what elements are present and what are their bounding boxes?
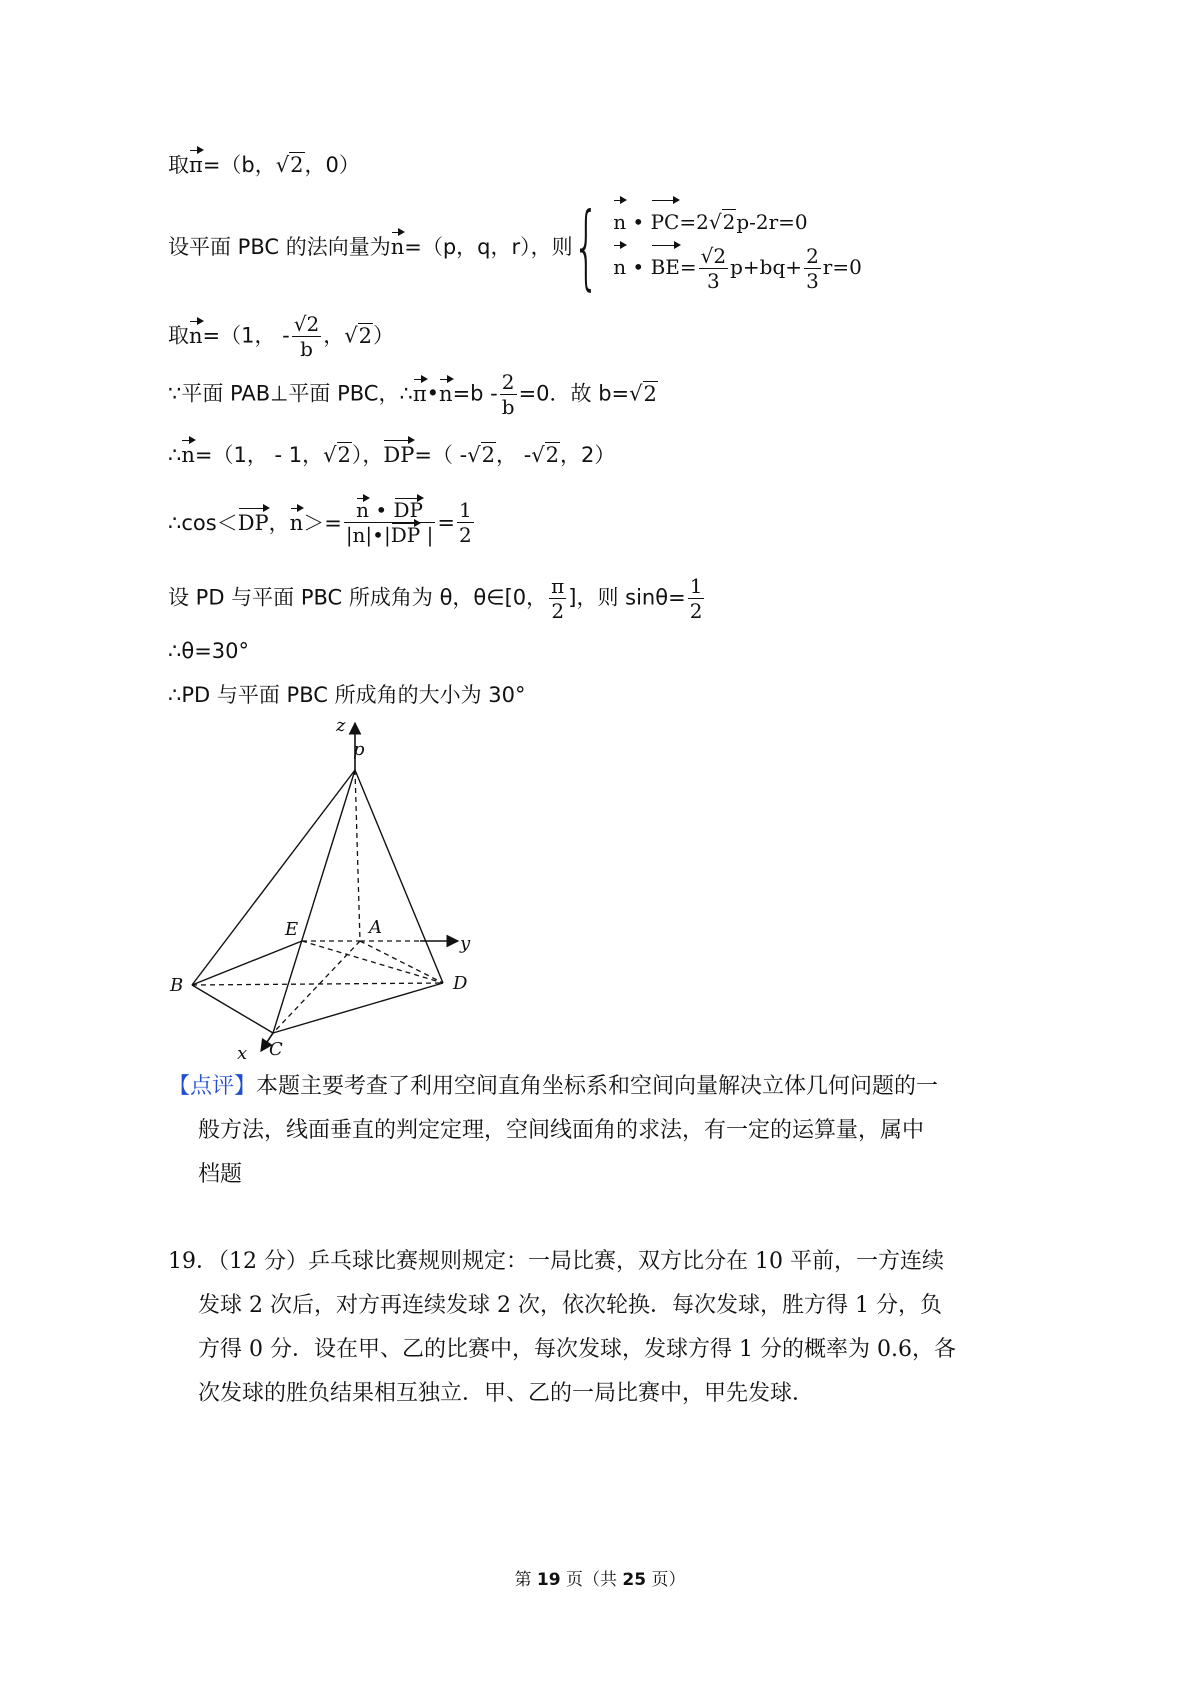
label-b: B xyxy=(170,975,184,996)
text: ）， xyxy=(351,443,384,467)
text: =（1， - 1， xyxy=(194,443,324,467)
problem-19 xyxy=(168,1240,958,1416)
vector-n: n xyxy=(290,508,304,538)
text: ∴ xyxy=(168,443,182,467)
text: ＞= xyxy=(303,510,342,535)
fraction: $\frac{1}{2}$ xyxy=(689,574,703,623)
text: =（1， - xyxy=(202,323,290,348)
text: ， xyxy=(323,323,345,348)
sqrt: √2 xyxy=(531,443,560,467)
comment-paragraph xyxy=(168,1065,958,1197)
vector-pi: π xyxy=(189,150,203,180)
text: =（ - xyxy=(414,443,468,467)
sqrt: √2 xyxy=(467,443,496,467)
comment-line-3: 档题 xyxy=(198,1162,243,1187)
text: ∵平面 PAB⊥平面 PBC，∴ xyxy=(168,381,413,406)
page-footer: 第 19 页（共 25 页） xyxy=(514,1570,686,1590)
dot: • xyxy=(426,381,440,406)
text: 设平面 PBC 的法向量为 xyxy=(168,234,391,259)
sqrt: √2 xyxy=(629,381,657,406)
problem-line-4: 次发球的胜负结果相互独立．甲、乙的一局比赛中，甲先发球． xyxy=(198,1381,815,1406)
label-c: C xyxy=(269,1039,283,1060)
eq-line-3 xyxy=(168,312,394,361)
text: ]，则 sinθ= xyxy=(568,585,686,610)
eq-line-8: ∴θ=30° xyxy=(168,639,250,663)
sqrt: √2 xyxy=(344,323,372,348)
vector-dp: DP xyxy=(383,440,414,470)
vector-dp: DP xyxy=(238,508,269,538)
system-row-1: n • PC=2√2p-2r=0 xyxy=(613,200,862,244)
system-row-2: n • BE= $\frac{√2}{3}$ p+bq+ $\frac{2}{3}$ r=0 xyxy=(613,244,862,293)
text: ∴cos＜ xyxy=(168,510,238,535)
text: =0．故 b= xyxy=(518,381,630,406)
text: = xyxy=(437,510,455,535)
label-d: D xyxy=(453,973,468,994)
fraction: $\frac{1}{2}$ xyxy=(458,498,472,547)
text: ， - xyxy=(496,443,532,467)
edge-pa xyxy=(355,770,360,941)
cosine-fraction: $\frac{n • DP}{|n|•|DP |}$ xyxy=(345,498,434,547)
edge-pc xyxy=(273,770,355,1033)
eq-line-9: ∴PD 与平面 PBC 所成角的大小为 30° xyxy=(168,683,526,707)
text: 取 xyxy=(168,323,189,348)
text: =（b， xyxy=(202,153,276,177)
sqrt: √2 xyxy=(275,153,304,177)
fraction: $\frac{2}{b}$ xyxy=(501,370,515,419)
label-p: p xyxy=(353,739,365,760)
fraction: $\frac{\pi}{2}$ xyxy=(551,574,565,623)
text: 设 PD 与平面 PBC 所成角为 θ，θ∈[0， xyxy=(168,585,548,610)
comment-tag: 【点评】 xyxy=(168,1074,257,1099)
problem-line-3: 方得 0 分．设在甲、乙的比赛中，每次发球，发球方得 1 分的概率为 0.6，各 xyxy=(198,1337,956,1362)
sqrt: √2 xyxy=(323,443,351,467)
comment-line-2: 般方法，线面垂直的判定定理，空间线面角的求法，有一定的运算量，属中 xyxy=(198,1118,925,1143)
eq-line-6 xyxy=(168,498,476,562)
text: ，0） xyxy=(304,153,360,177)
text: =b - xyxy=(452,381,498,406)
eq-line-1 xyxy=(168,150,360,180)
edge-ac xyxy=(273,941,360,1033)
fraction: $\frac{√2}{b}$ xyxy=(293,312,320,361)
label-e: E xyxy=(285,919,299,940)
edge-bc xyxy=(192,985,273,1033)
text: 取 xyxy=(168,153,189,177)
edge-pd xyxy=(355,770,443,983)
vector-n: n xyxy=(439,379,453,409)
vector-n: n xyxy=(391,232,405,262)
vector-n: n xyxy=(189,321,203,351)
eq-line-4 xyxy=(168,370,658,419)
label-y: y xyxy=(460,933,471,954)
label-a: A xyxy=(369,917,382,938)
label-z: z xyxy=(336,715,346,736)
edge-bd xyxy=(192,983,443,985)
current-page: 19 xyxy=(536,1570,561,1590)
edge-cd xyxy=(273,983,443,1033)
total-pages: 25 xyxy=(622,1570,647,1590)
text: ，2） xyxy=(560,443,616,467)
equation-system xyxy=(613,200,862,293)
eq-line-7 xyxy=(168,574,706,623)
problem-line-2: 发球 2 次后，对方再连续发球 2 次，依次轮换．每次发球，胜方得 1 分，负 xyxy=(198,1293,942,1318)
pyramid-figure xyxy=(165,715,485,1065)
vector-pi: π xyxy=(413,379,427,409)
eq-line-5 xyxy=(168,440,615,470)
eq-line-2 xyxy=(168,192,862,300)
left-brace: { xyxy=(572,192,599,300)
label-x: x xyxy=(237,1043,248,1064)
comment-line-1: 本题主要考查了利用空间直角坐标系和空间向量解决立体几何问题的一 xyxy=(256,1074,939,1099)
text: =（p，q，r），则 xyxy=(404,234,573,259)
problem-line-1: 19．（12 分）乒乓球比赛规则规定：一局比赛，双方比分在 10 平前，一方连续 xyxy=(168,1249,944,1274)
vector-n: n xyxy=(181,440,195,470)
text: ） xyxy=(372,323,394,348)
text: ， xyxy=(268,510,290,535)
